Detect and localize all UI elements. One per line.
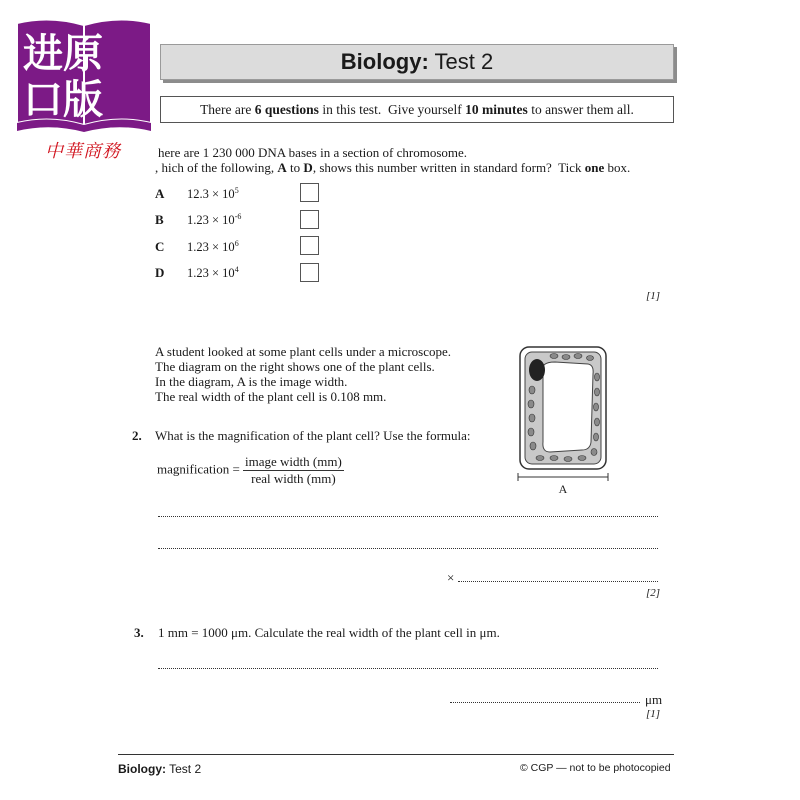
logo-caption: 中華商務	[45, 141, 121, 162]
footer-test: Test 2	[166, 762, 202, 776]
publisher-logo	[15, 15, 153, 133]
q2-final-answer-line[interactable]	[458, 581, 658, 582]
q3-marks: [1]	[646, 708, 661, 720]
q2-answer-line-2[interactable]	[158, 548, 658, 549]
option-letter: A	[155, 186, 165, 201]
option-base: 1.23 × 10	[187, 240, 235, 255]
option-value	[187, 239, 239, 255]
intro-text	[155, 344, 451, 404]
q1-marks: [1]	[646, 290, 661, 302]
page-title	[160, 44, 674, 80]
logo-text-line2: 口版	[23, 77, 103, 123]
option-letter: C	[155, 239, 165, 254]
footer-title	[118, 762, 201, 776]
q3-final-answer-line[interactable]	[450, 702, 640, 703]
q1-l2-post: box.	[604, 160, 631, 175]
q1-line1: here are 1 230 000 DNA bases in a section of chromosome.	[158, 145, 468, 160]
q1-l2-pre: , hich of the following,	[155, 160, 278, 175]
title-test: Test 2	[428, 49, 494, 74]
option-value	[187, 265, 239, 281]
tickbox-b[interactable]	[300, 210, 319, 229]
intro-line: In the diagram, A is the image width.	[155, 374, 348, 389]
plant-cell-diagram	[510, 342, 620, 497]
q2-number: 2.	[132, 428, 142, 443]
q1-l2-to: to	[286, 160, 304, 175]
option-base: 1.23 × 10	[187, 213, 235, 228]
title-subject: Biology:	[340, 49, 429, 74]
q1-line2	[155, 160, 630, 176]
q1-l2-a: A	[277, 160, 287, 175]
option-exponent: -6	[234, 212, 242, 221]
q3-number: 3.	[134, 625, 144, 640]
q1-l2-one: one	[584, 160, 605, 175]
info-pre: There are	[200, 101, 255, 117]
width-label: A	[558, 482, 568, 496]
intro-line: A student looked at some plant cells under a microscope.	[155, 344, 452, 359]
test-instructions	[160, 96, 674, 123]
formula-lhs: magnification =	[157, 461, 244, 477]
option-exponent: 5	[234, 186, 239, 195]
info-questions: 6 questions	[254, 101, 319, 117]
q3-unit: μm	[645, 692, 663, 707]
option-base: 12.3 × 10	[187, 187, 235, 202]
tickbox-c[interactable]	[300, 236, 319, 255]
info-mid: in this test. Give yourself	[318, 101, 466, 117]
info-minutes: 10 minutes	[465, 101, 528, 117]
q2-times-sign: ×	[447, 570, 455, 585]
q1-l2-d: D	[303, 160, 313, 175]
option-value	[187, 186, 239, 202]
formula-fraction	[243, 454, 344, 487]
q2-text: What is the magnification of the plant cell? Use the formula:	[155, 428, 471, 443]
nucleus	[529, 359, 545, 381]
option-value	[187, 212, 241, 228]
option-exponent: 6	[234, 239, 239, 248]
option-letter: D	[155, 265, 165, 280]
option-base: 1.23 × 10	[187, 266, 235, 281]
footer-copyright: © CGP — not to be photocopied	[520, 762, 671, 774]
footer-divider	[118, 754, 674, 755]
tickbox-d[interactable]	[300, 263, 319, 282]
logo-text-line1: 进原	[23, 31, 103, 77]
formula-numerator: image width (mm)	[245, 454, 342, 469]
option-exponent: 4	[234, 265, 239, 274]
q3-text: 1 mm = 1000 μm. Calculate the real width of the plant cell in μm.	[158, 625, 500, 640]
vacuole	[543, 362, 594, 452]
q2-answer-line-1[interactable]	[158, 516, 658, 517]
option-letter: B	[155, 212, 164, 227]
q3-answer-line[interactable]	[158, 668, 658, 669]
q1-l2-mid: , shows this number written in standard form? Tick	[312, 160, 585, 175]
q2-marks: [2]	[646, 587, 661, 599]
footer-subject: Biology:	[118, 762, 166, 776]
formula-denominator: real width (mm)	[251, 471, 336, 486]
intro-line: The real width of the plant cell is 0.108 mm.	[155, 389, 387, 404]
tickbox-a[interactable]	[300, 183, 319, 202]
info-post: to answer them all.	[527, 101, 634, 117]
q2-formula	[157, 454, 344, 487]
intro-line: The diagram on the right shows one of the plant cells.	[155, 359, 435, 374]
